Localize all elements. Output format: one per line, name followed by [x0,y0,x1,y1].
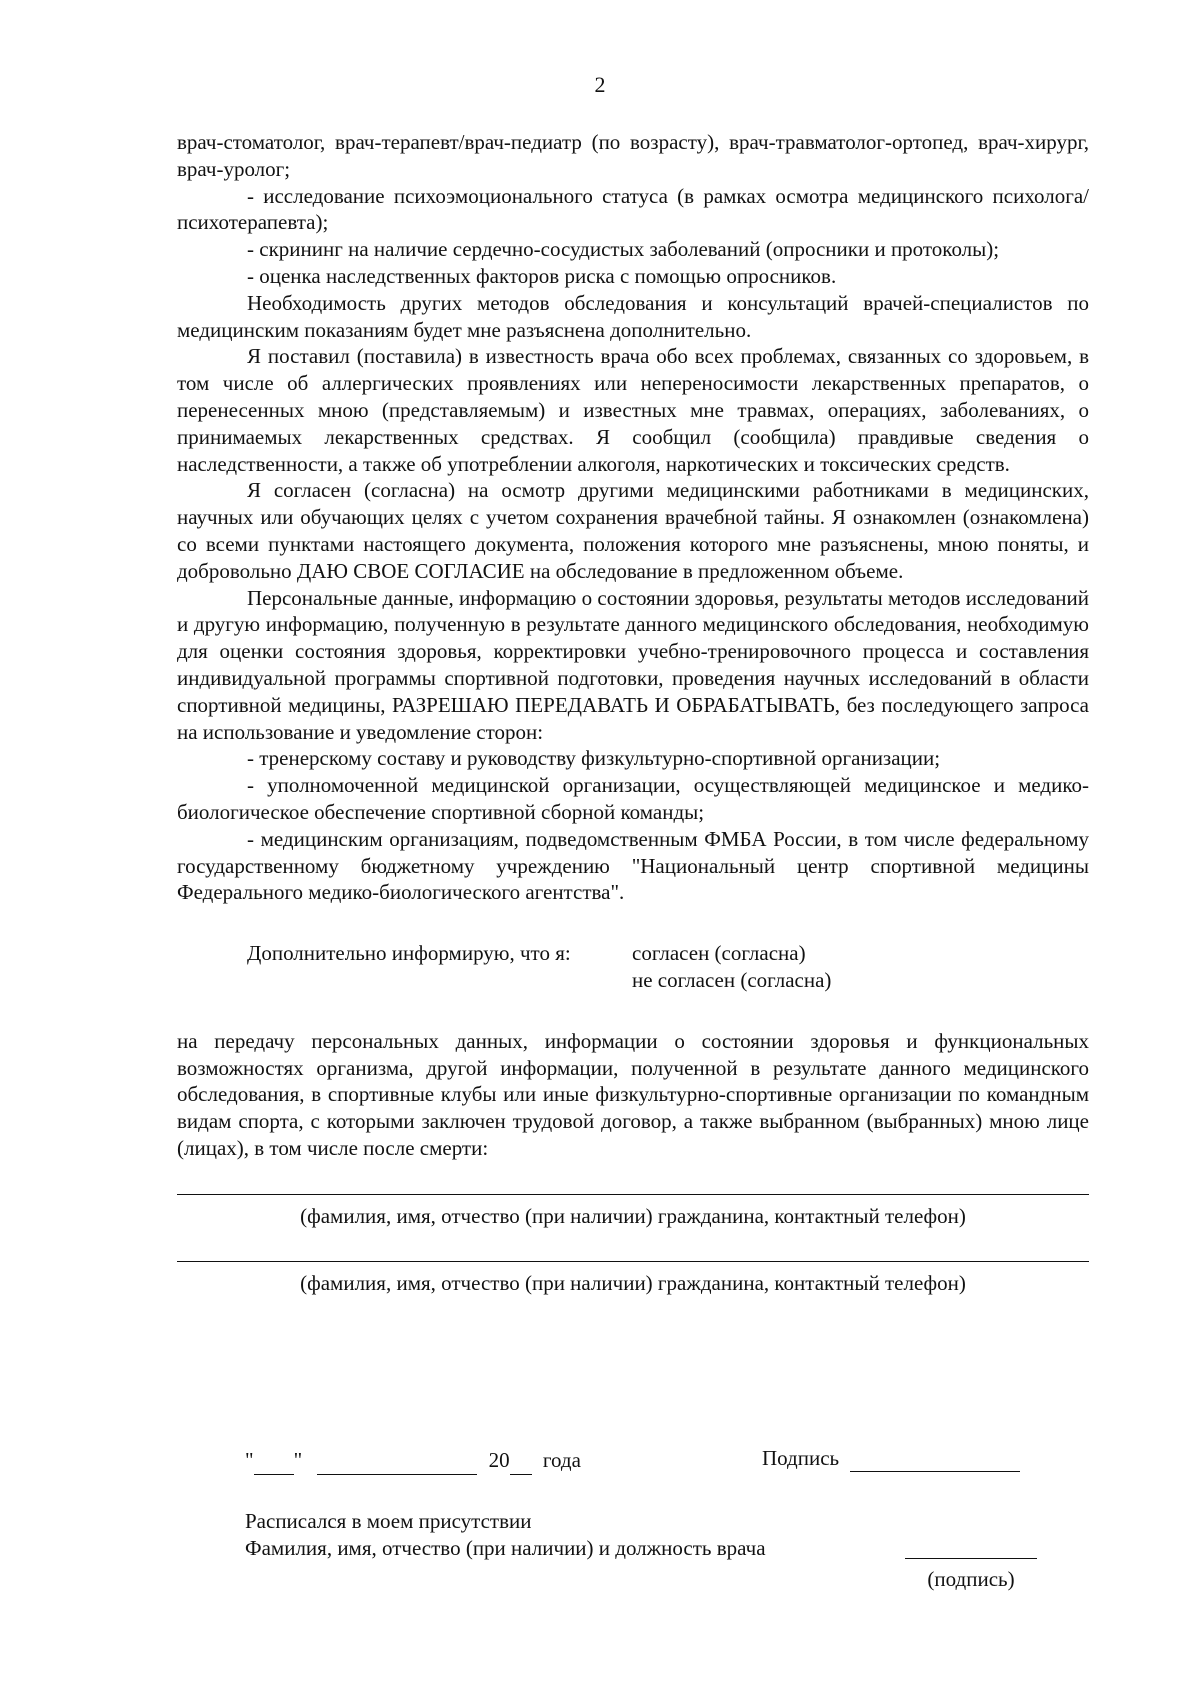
paragraph: - тренерскому составу и руководству физкультурно-спортивной организации; [247,746,941,771]
date-quote-open: " [245,1448,254,1472]
date-year-blank[interactable] [510,1446,532,1475]
date-month-blank[interactable] [317,1446,477,1475]
document-body [177,129,1089,1297]
paragraph: - исследование психоэмоционального статуса (в рамках осмотра медицинского психолога/психотерапевта); [177,183,1089,235]
signature-field [762,1446,1020,1472]
paragraph: Я согласен (согласна) на осмотр другими медицинскими работниками в медицинских, научных или обучающих целях с учетом сохранения врачебной тайны. Я ознакомлен (ознакомлена) со всеми пунктами настоящего документа, положения которого мне разъяснены, мною поняты, и добровольно ДАЮ СВОЕ СОГЛАСИЕ на обследование в предложенном объеме. [177,478,1089,583]
doctor-signature [905,1536,1037,1592]
page-number: 2 [594,72,606,97]
date-day-blank[interactable] [254,1446,294,1475]
attestation-block [245,1508,766,1562]
options-values [632,940,831,994]
person-caption-1: (фамилия, имя, отчество (при наличии) гражданина, контактный телефон) [300,1203,966,1228]
person-caption-2: (фамилия, имя, отчество (при наличии) гражданина, контактный телефон) [300,1271,966,1296]
consent-options [177,940,1089,994]
doctor-signature-caption: (подпись) [927,1567,1015,1591]
date-suffix: года [542,1448,581,1472]
paragraph: врач-стоматолог, врач-терапевт/врач-педиатр (по возрасту), врач-травматолог-ортопед, врач-хирург, врач-уролог; [177,130,1089,181]
date-year-prefix: 20 [488,1448,510,1472]
paragraph: Я поставил (поставила) в известность врача обо всех проблемах, связанных со здоровьем, в том числе об аллергических проявлениях или непереносимости лекарственных препаратов, о перенесенных мною (представляемым) и известных мне травмах, операциях, заболеваниях, о принимаемых лекарственных средствах. Я сообщил (сообщила) правдивые сведения о наследственности, а также об употреблении алкоголя, наркотических и токсических средств. [177,344,1089,476]
transfer-paragraph: на передачу персональных данных, информации о состоянии здоровья и функциональных возможностях организма, другой информации, полученной в результате данного медицинского обследования, в спортивные клубы или иные физкультурно-спортивные организации по командным видам спорта, с которыми заключен трудовой договор, а также выбранном (выбранных) мною лице (лицах), в том числе после смерти: [177,1028,1089,1160]
date-field [245,1446,581,1475]
paragraph: - уполномоченной медицинской организации, осуществляющей медицинское и медико-биологическое обеспечение спортивной сборной команды; [177,773,1089,824]
signature-label: Подпись [762,1446,840,1470]
paragraph: - медицинским организациям, подведомственным ФМБА России, в том числе федеральному государственному бюджетному учреждению "Национальный центр спортивной медицины Федерального медико-биологического агентства". [177,826,1089,905]
options-label: Дополнительно информирую, что я: [247,941,571,966]
paragraph: - скрининг на наличие сердечно-сосудистых заболеваний (опросники и протоколы); [247,237,1000,262]
option-agree[interactable]: согласен (согласна) [632,941,806,966]
date-quote-close: " [293,1448,303,1472]
doctor-signature-blank[interactable] [905,1536,1037,1559]
paragraph-list [177,129,1089,906]
witness-line: Расписался в моем присутствии [245,1509,532,1533]
paragraph: - оценка наследственных факторов риска с помощью опросников. [247,263,837,288]
paragraph: Персональные данные, информацию о состоянии здоровья, результаты методов исследований и другую информацию, полученную в результате данного медицинского обследования, необходимую для оценки состояния здоровья, корректировки учебно-тренировочного процесса и составления индивидуальной программы спортивной подготовки, проведения научных исследований в области спортивной медицины, РАЗРЕШАЮ ПЕРЕДАВАТЬ И ОБРАБАТЫВАТЬ, без последующего запроса на использование и уведомление сторон: [177,585,1089,744]
person-line-1[interactable] [177,1168,1089,1195]
signature-blank[interactable] [850,1446,1020,1472]
person-line-2[interactable] [177,1235,1089,1262]
doctor-line: Фамилия, имя, отчество (при наличии) и должность врача [245,1536,766,1560]
option-disagree[interactable]: не согласен (согласна) [632,967,832,992]
paragraph: Необходимость других методов обследования и консультаций врачей-специалистов по медицинским показаниям будет мне разъяснена дополнительно. [177,290,1089,342]
